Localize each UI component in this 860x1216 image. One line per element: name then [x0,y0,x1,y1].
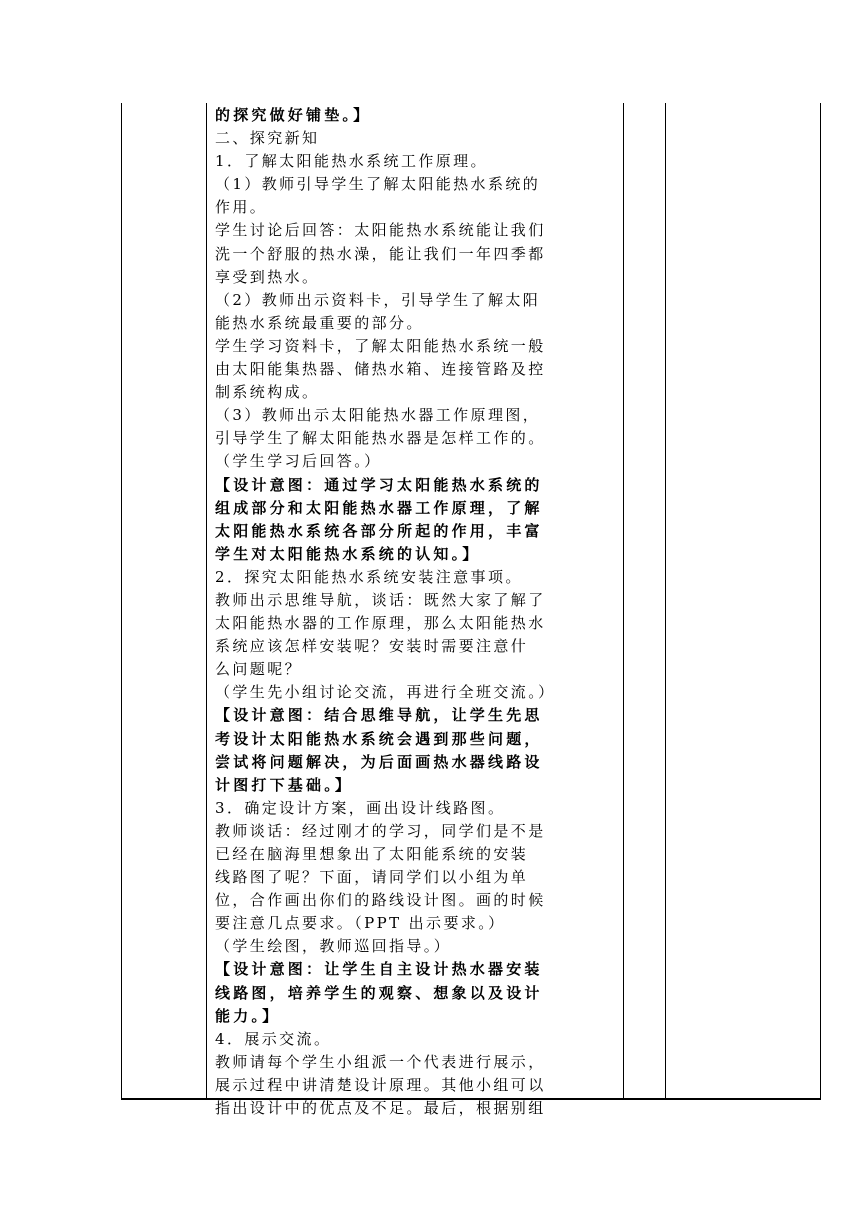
text-line: 教师请每个学生小组派一个代表进行展示， [215,1052,546,1071]
text-line: （3）教师出示太阳能热水器工作原理图， [215,406,541,425]
design-intent-paragraph [215,104,615,127]
paragraph [215,1051,615,1120]
text-line: （学生学习后回答。） [215,452,382,471]
paragraph [215,566,615,589]
paragraph [215,820,615,935]
text-line: 二、探究新知 [215,129,320,148]
text-line: 系统应该怎样安装呢？安装时需要注意什 [215,637,529,656]
text-line: 线路图，培养学生的观察、想象以及设计 [215,983,543,1002]
text-line: 【设计意图：通过学习太阳能热水系统的 [215,475,543,494]
text-line: 已经在脑海里想象出了太阳能系统的安装 [215,845,529,863]
paragraph [215,935,615,958]
text-line: 线路图了呢？下面，请同学们以小组为单 [215,868,529,887]
text-line: 学生讨论后回答：太阳能热水系统能让我们 [215,221,546,240]
paragraph [215,404,615,473]
text-line: 4．展示交流。 [215,1029,332,1048]
text-line: 组成部分和太阳能热水器工作原理，了解 [215,498,543,517]
text-line: 位，合作画出你们的路线设计图。画的时候 [215,891,546,910]
text-line: 么问题呢？ [215,660,303,679]
text-line: 【设计意图：让学生自主设计热水器安装 [215,960,543,979]
text-line: 3．确定设计方案，画出设计线路图。 [215,798,506,817]
table-border-left [121,103,122,1099]
text-line: 学生学习资料卡，了解太阳能热水系统一般 [215,336,546,355]
table-border-col1 [206,103,207,1099]
text-line: 引导学生了解太阳能热水器是怎样工作的。 [215,429,546,448]
text-line: 太阳能热水器的工作原理，那么太阳能热水 [215,614,546,633]
table-border-right [820,103,821,1099]
text-line: 洗一个舒服的热水澡，能让我们一年四季都 [215,244,546,263]
text-line: 能力。】 [215,1006,281,1025]
table-border-col3 [665,103,666,1099]
table-border-col2 [623,103,624,1099]
text-line: 享受到热水。 [215,267,320,286]
text-line: 计图打下基础。】 [215,775,354,794]
paragraph [215,150,615,173]
text-line: 指出设计中的优点及不足。最后，根据别组 [215,1099,546,1118]
text-line: （2）教师出示资料卡，引导学生了解太阳 [215,290,541,309]
text-line: 教师谈话：经过刚才的学习，同学们是不是 [215,821,546,840]
paragraph [215,289,615,335]
text-line: 要注意几点要求。（PPT 出示要求。） [215,914,506,933]
text-line: 能热水系统最重要的部分。 [215,313,424,332]
paragraph [215,127,615,150]
text-line: 太阳能热水系统各部分所起的作用，丰富 [215,521,543,540]
text-line: 作用。 [215,198,268,217]
paragraph [215,1028,615,1051]
text-line: 学生对太阳能热水系统的认知。】 [215,544,481,563]
paragraph [215,335,615,404]
text-line: （学生先小组讨论交流，再进行全班交流。） [215,683,556,702]
text-line: 尝试将问题解决，为后面画热水器线路设 [215,752,543,771]
paragraph [215,797,615,820]
text-line: 教师出示思维导航，谈话：既然大家了解了 [215,590,546,609]
text-line: 制系统构成。 [215,383,320,402]
text-line: 的探究做好铺垫。】 [215,106,372,124]
design-intent-paragraph [215,958,615,1027]
paragraph [215,589,615,681]
paragraph [215,681,615,704]
text-line: 【设计意图：结合思维导航，让学生先思 [215,706,543,725]
paragraph [215,219,615,288]
design-intent-paragraph [215,704,615,796]
design-intent-paragraph [215,474,615,566]
text-line: （1）教师引导学生了解太阳能热水系统的 [215,175,541,194]
text-line: 1．了解太阳能热水系统工作原理。 [215,152,488,171]
lesson-content-cell [215,104,615,1120]
text-line: （学生绘图，教师巡回指导。） [215,937,452,956]
text-line: 2．探究太阳能热水系统安装注意事项。 [215,567,523,586]
paragraph [215,173,615,219]
text-line: 考设计太阳能热水系统会遇到那些问题， [215,729,543,748]
text-line: 展示过程中讲清楚设计原理。其他小组可以 [215,1075,546,1094]
text-line: 由太阳能集热器、储热水箱、连接管路及控 [215,360,546,379]
